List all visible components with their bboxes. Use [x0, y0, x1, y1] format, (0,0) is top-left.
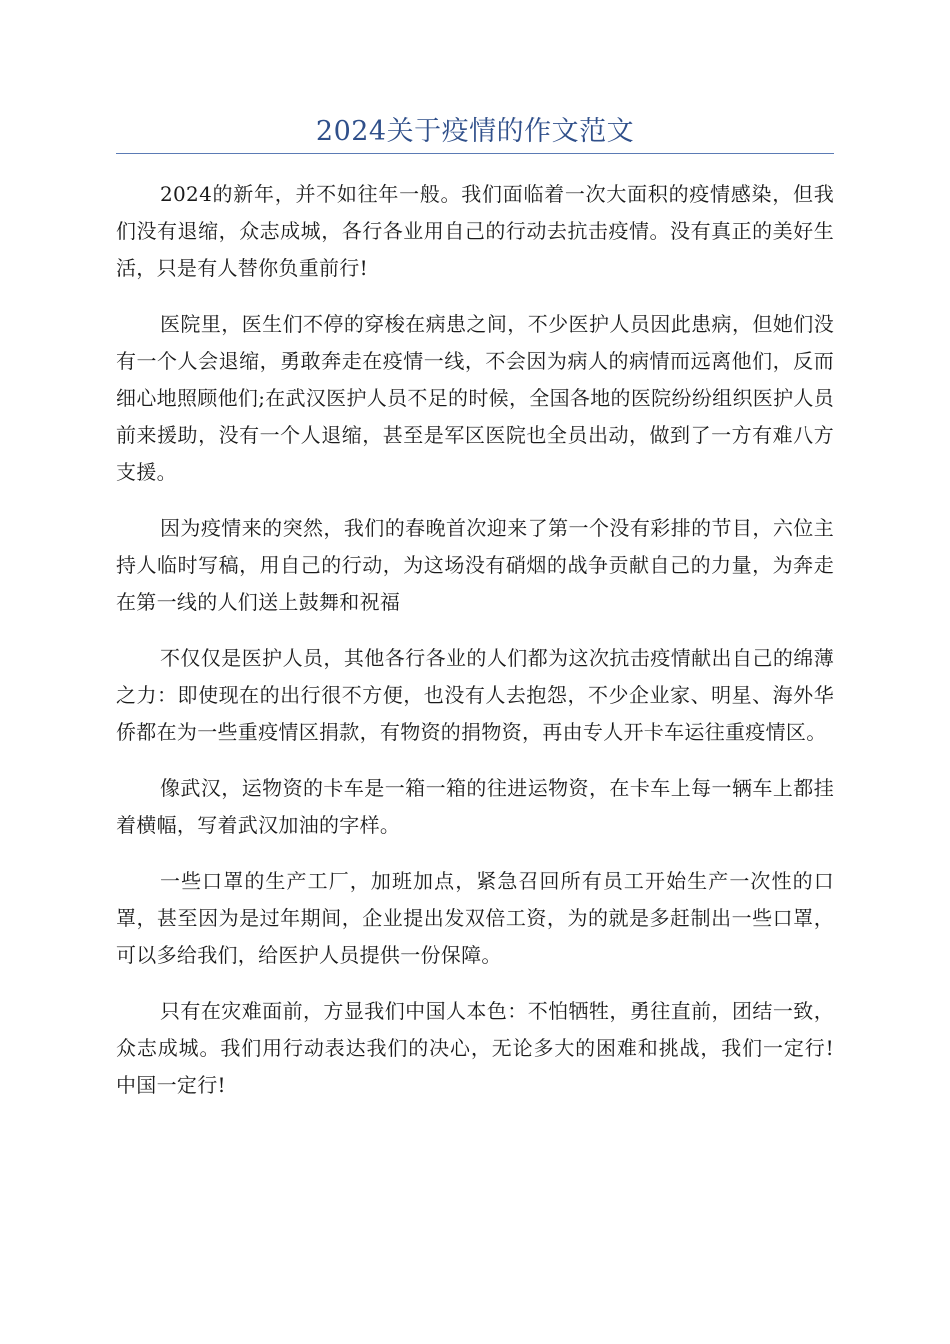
- paragraph-4: 不仅仅是医护人员，其他各行各业的人们都为这次抗击疫情献出自己的绵薄之力：即使现在的出行很不方便，也没有人去抱怨，不少企业家、明星、海外华侨都在为一些重疫情区捐款，有物资的捐物资，再由专人开卡车运往重疫情区。: [116, 646, 834, 744]
- document-title: 2024关于疫情的作文范文: [315, 116, 635, 147]
- paragraph-3: 因为疫情来的突然，我们的春晚首次迎来了第一个没有彩排的节目，六位主持人临时写稿，用自己的行动，为这场没有硝烟的战争贡献自己的力量，为奔走在第一线的人们送上鼓舞和祝福: [116, 516, 834, 614]
- paragraph-5: 像武汉，运物资的卡车是一箱一箱的往进运物资，在卡车上每一辆车上都挂着横幅，写着武汉加油的字样。: [116, 776, 834, 837]
- document-body: [116, 176, 834, 1123]
- paragraph-2: 医院里，医生们不停的穿梭在病患之间，不少医护人员因此患病，但她们没有一个人会退缩，勇敢奔走在疫情一线，不会因为病人的病情而远离他们，反而细心地照顾他们;在武汉医护人员不足的时候，全国各地的医院纷纷组织医护人员前来援助，没有一个人退缩，甚至是军区医院也全员出动，做到了一方有难八方支援。: [116, 312, 834, 484]
- paragraph-1: 2024的新年，并不如往年一般。我们面临着一次大面积的疫情感染，但我们没有退缩，众志成城，各行各业用自己的行动去抗击疫情。没有真正的美好生活，只是有人替你负重前行!: [116, 182, 834, 280]
- title-underline: [116, 153, 834, 154]
- paragraph-6: 一些口罩的生产工厂，加班加点，紧急召回所有员工开始生产一次性的口罩，甚至因为是过年期间，企业提出发双倍工资，为的就是多赶制出一些口罩，可以多给我们，给医护人员提供一份保障。: [116, 869, 834, 967]
- paragraph-7: 只有在灾难面前，方显我们中国人本色：不怕牺牲，勇往直前，团结一致，众志成城。我们用行动表达我们的决心，无论多大的困难和挑战，我们一定行!中国一定行!: [116, 999, 834, 1097]
